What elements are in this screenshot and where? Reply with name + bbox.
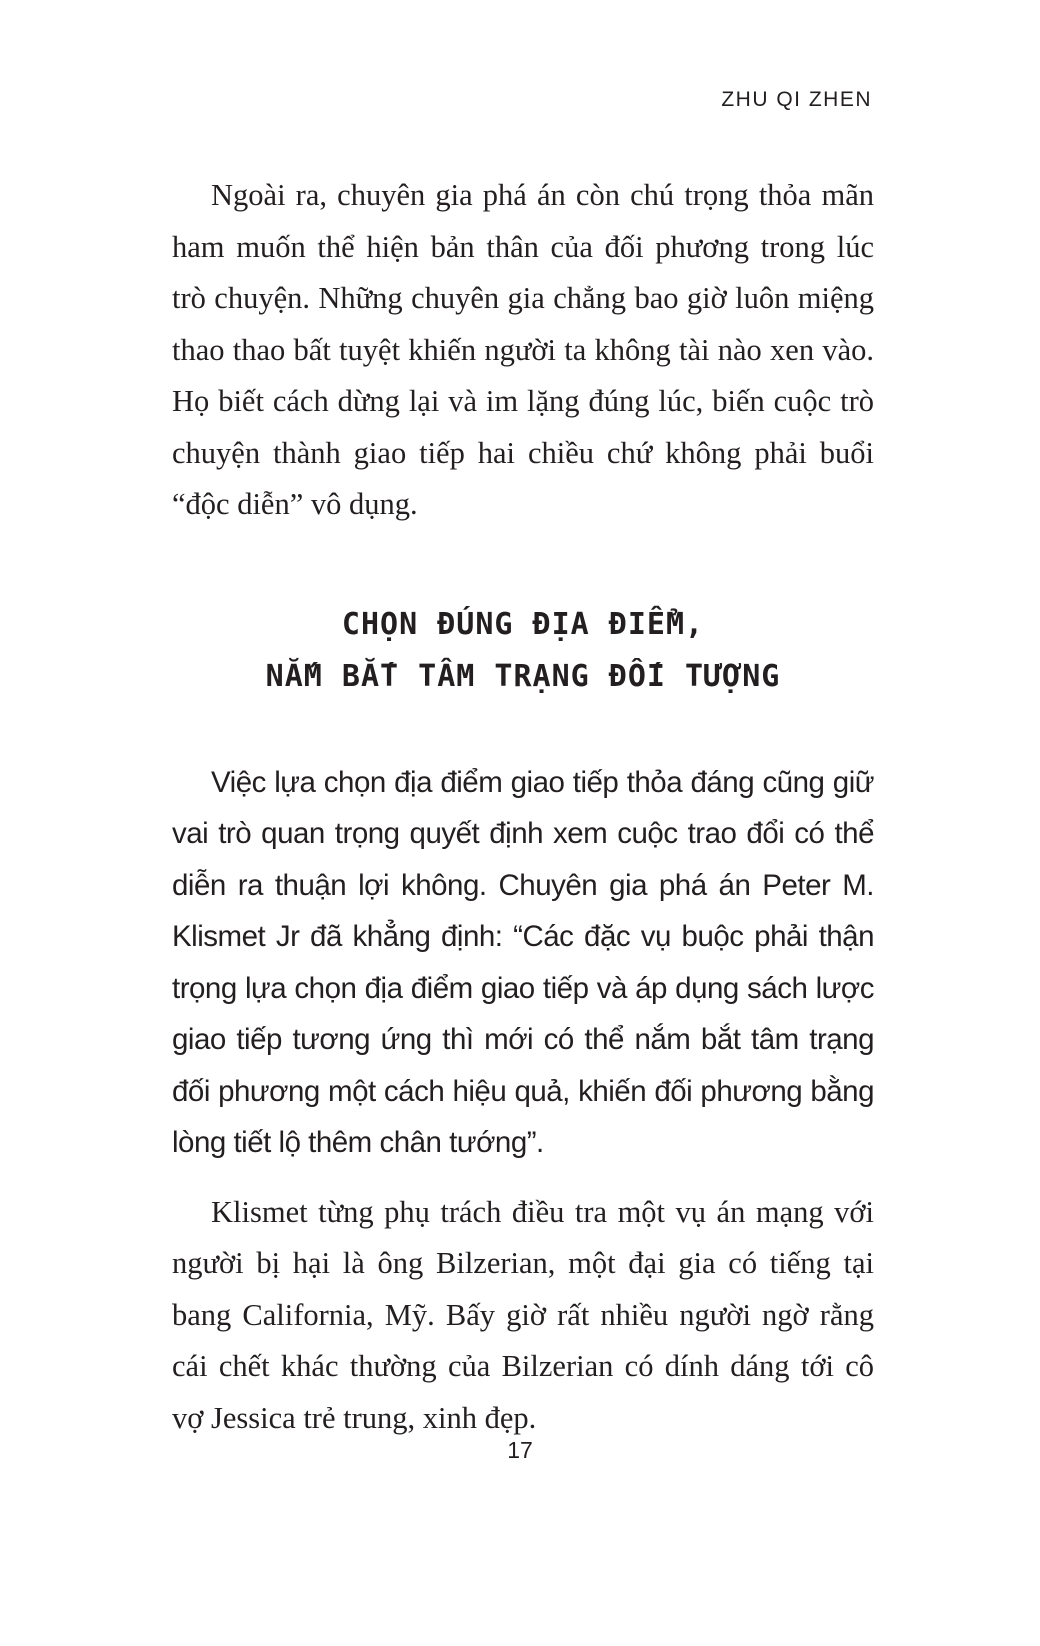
section-heading: [172, 599, 874, 703]
paragraph-3: Klismet từng phụ trách điều tra một vụ án mạng với người bị hại là ông Bilzerian, một đại gia có tiếng tại bang California, Mỹ. Bấy giờ rất nhiều người ngờ rằng cái chết khác thường của Bilzerian có dính dáng tới cô vợ Jessica trẻ trung, xinh đẹp.: [172, 1194, 874, 1435]
section-heading-line-2: NẮM BẮT TÂM TRẠNG ĐỐI TƯỢNG: [265, 658, 781, 694]
running-head-author: ZHU QI ZHEN: [721, 88, 872, 111]
page-body: [172, 170, 874, 1444]
section-heading-line-1: CHỌN ĐÚNG ĐỊA ĐIỂM,: [341, 606, 705, 642]
paragraph-1: Ngoài ra, chuyên gia phá án còn chú trọng thỏa mãn ham muốn thể hiện bản thân của đối phương trong lúc trò chuyện. Những chuyên gia chẳng bao giờ luôn miệng thao thao bất tuyệt khiến người ta không tài nào xen vào. Họ biết cách dừng lại và im lặng đúng lúc, biến cuộc trò chuyện thành giao tiếp hai chiều chứ không phải buổi “độc diễn” vô dụng.: [172, 178, 874, 521]
paragraph-2: Việc lựa chọn địa điểm giao tiếp thỏa đáng cũng giữ vai trò quan trọng quyết định xem cuộc trao đổi có thể diễn ra thuận lợi không. Chuyên gia phá án Peter M. Klismet Jr đã khẳng định: “Các đặc vụ buộc phải thận trọng lựa chọn địa điểm giao tiếp và áp dụng sách lược giao tiếp tương ứng thì mới có thể nắm bắt tâm trạng đối phương một cách hiệu quả, khiến đối phương bằng lòng tiết lộ thêm chân tướng”.: [172, 765, 874, 1159]
paragraph-spacer: [172, 1169, 874, 1187]
page-number: 17: [507, 1437, 533, 1463]
